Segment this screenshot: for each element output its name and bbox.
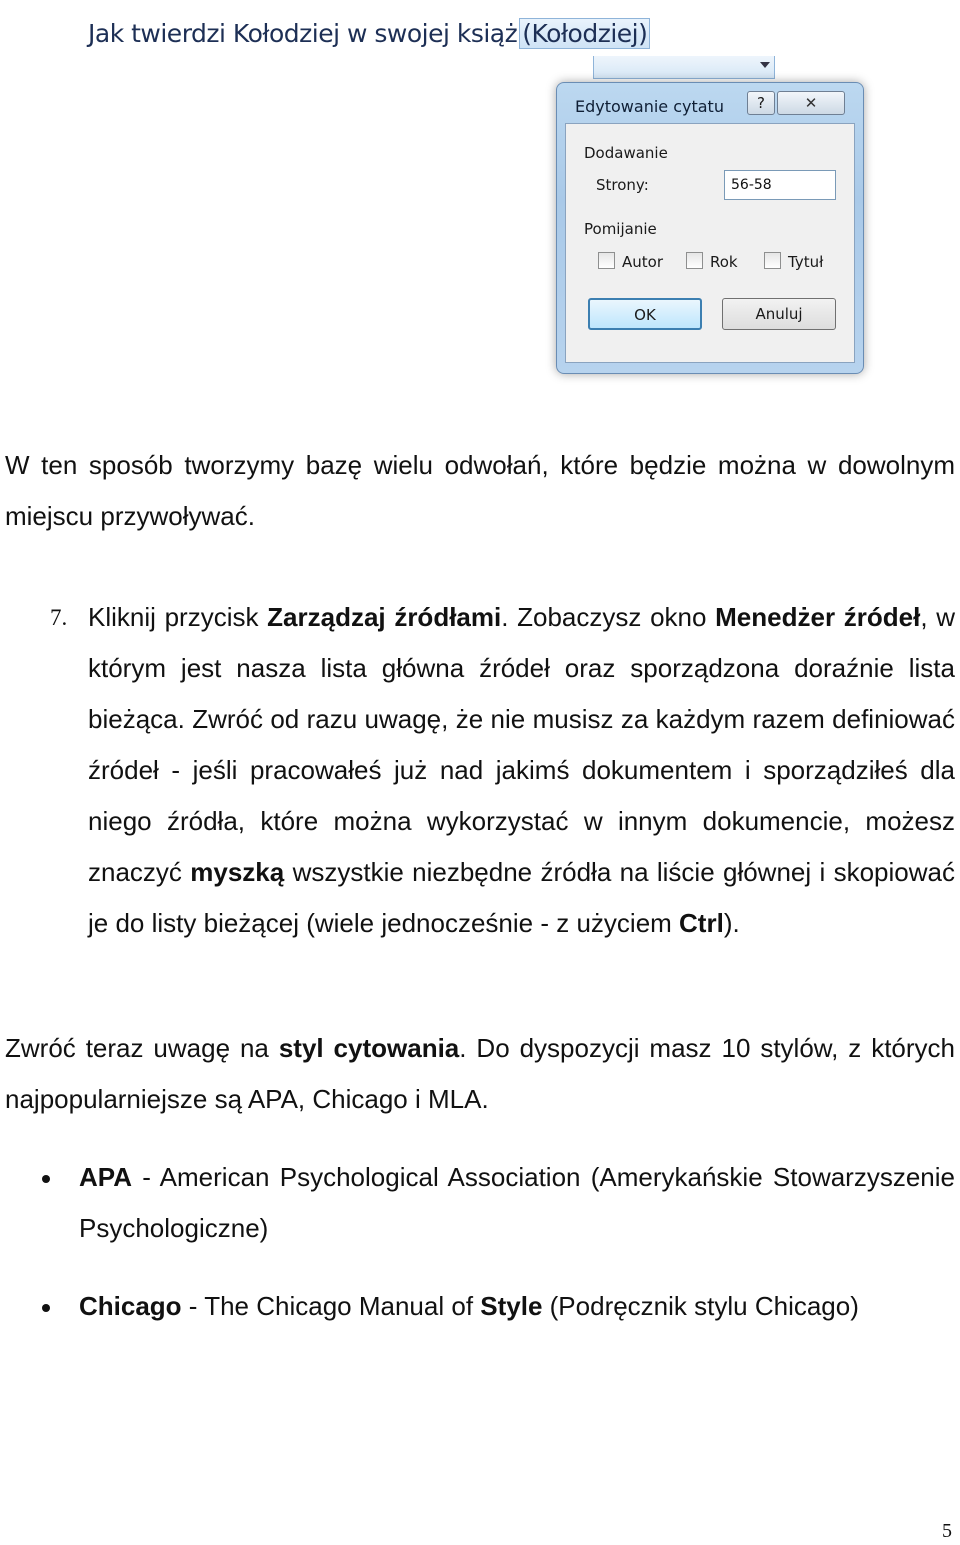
edit-citation-dialog: [556, 82, 864, 374]
paragraph-citation-style: [5, 1023, 955, 1125]
bullet-bold: APA: [79, 1162, 132, 1192]
checkbox-label: Autor: [622, 253, 663, 271]
group-suppress-label: Pomijanie: [584, 220, 657, 238]
dialog-body: [565, 123, 855, 363]
checkbox-label: Rok: [710, 253, 738, 271]
sentence-text: Jak twierdzi Kołodziej w swojej książ: [88, 19, 518, 48]
bullet-icon: [42, 1304, 50, 1312]
bullet-text: (Podręcznik stylu Chicago): [542, 1291, 859, 1321]
dialog-title: Edytowanie cytatu: [575, 97, 724, 116]
checkbox-year[interactable]: [686, 252, 738, 271]
step-text: wszystkie niezbędne źródła na liście głównej i skopiować je do listy bieżącej (wiele jednocześnie - z użyciem: [88, 857, 955, 938]
step-7-paragraph: [50, 592, 955, 949]
bullet-icon: [42, 1175, 50, 1183]
pages-label: Strony:: [596, 176, 649, 194]
para-bold: styl cytowania: [278, 1033, 460, 1063]
citation-tag[interactable]: (Kołodziej): [519, 18, 650, 49]
checkbox-label: Tytuł: [788, 253, 824, 271]
paragraph-intro: W ten sposób tworzymy bazę wielu odwołań, które będzie można w dowolnym miejscu przywoływać.: [5, 450, 955, 531]
ok-button[interactable]: OK: [588, 298, 702, 330]
step-bold: Zarządzaj źródłami: [267, 602, 502, 632]
checkbox-box[interactable]: [764, 252, 781, 269]
citation-dropdown[interactable]: [593, 56, 775, 79]
bullet-text: - American Psychological Association (Amerykańskie Stowarzyszenie Psychologiczne): [79, 1162, 955, 1243]
pages-input[interactable]: [724, 170, 836, 200]
bullet-item-chicago: [79, 1281, 955, 1332]
bullet-bold: Style: [480, 1291, 543, 1321]
cancel-button[interactable]: Anuluj: [722, 298, 836, 330]
page-number: 5: [942, 1520, 952, 1542]
step-text: , w którym jest nasza lista główna źródeł oraz sporządzona doraźnie lista bieżąca. Zwróć od razu uwagę, że nie musisz za każdym razem definiować źródeł - jeśli pracowałeś już nad jakimś dokumentem i sporządziłeś dla niego źródła, które można wykorzystać w innym dokumencie, możesz znaczyć: [88, 602, 955, 887]
bullet-bold: Chicago: [79, 1291, 182, 1321]
para-text: Zwróć teraz uwagę na: [5, 1033, 279, 1063]
close-button[interactable]: ✕: [777, 91, 845, 115]
step-text: Kliknij przycisk: [88, 602, 268, 632]
chevron-down-icon[interactable]: [760, 62, 770, 68]
checkbox-title[interactable]: [764, 252, 823, 271]
checkbox-author[interactable]: [598, 252, 663, 271]
step-text: ).: [723, 908, 740, 938]
screenshot-sentence: [88, 18, 650, 49]
step-text: . Zobaczysz okno: [501, 602, 716, 632]
para-text: . Do dyspozycji masz 10 stylów, z których najpopularniejsze są APA, Chicago i MLA.: [5, 1033, 956, 1114]
step-bold: Ctrl: [679, 908, 724, 938]
group-add-label: Dodawanie: [584, 144, 668, 162]
bullet-item-apa: [79, 1152, 955, 1254]
help-button[interactable]: ?: [747, 91, 775, 115]
checkbox-box[interactable]: [686, 252, 703, 269]
bullet-text: - The Chicago Manual of: [181, 1291, 481, 1321]
step-number: 7.: [50, 605, 68, 630]
checkbox-box[interactable]: [598, 252, 615, 269]
step-bold: myszką: [190, 857, 285, 887]
step-bold: Menedżer źródeł: [715, 602, 921, 632]
